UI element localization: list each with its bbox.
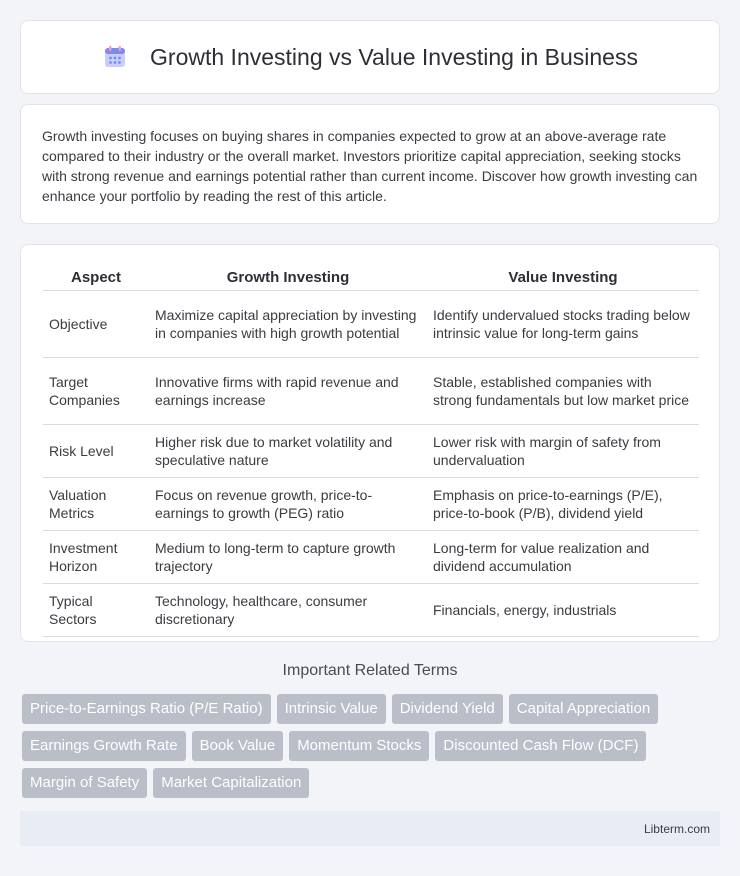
related-term-tag[interactable]: Dividend Yield [392, 694, 503, 724]
table-row [43, 478, 699, 531]
table-cell-value: Long-term for value realization and dividend accumulation [427, 531, 699, 584]
column-header-value: Value Investing [427, 265, 699, 291]
table-row [43, 358, 699, 425]
related-terms-list [22, 694, 722, 798]
calendar-grid-icon [102, 44, 128, 70]
intro-card [20, 104, 720, 224]
related-terms-heading: Important Related Terms [282, 662, 458, 679]
footer-site-link[interactable]: Libterm.com [643, 821, 710, 836]
related-term-tag[interactable]: Momentum Stocks [289, 731, 429, 761]
table-cell-value: Financials, energy, industrials [427, 584, 699, 637]
table-header-row [43, 265, 699, 291]
related-term-tag[interactable]: Book Value [192, 731, 284, 761]
table-cell-value: Lower risk with margin of safety from undervaluation [427, 425, 699, 478]
column-header-aspect: Aspect [43, 265, 149, 291]
related-term-tag[interactable]: Market Capitalization [153, 768, 309, 798]
page-title: Growth Investing vs Value Investing in Business [150, 43, 638, 70]
table-cell-growth: Higher risk due to market volatility and speculative nature [149, 425, 427, 478]
header-card [20, 20, 720, 94]
table-cell-aspect: Valuation Metrics [43, 478, 149, 531]
related-term-tag[interactable]: Price-to-Earnings Ratio (P/E Ratio) [22, 694, 271, 724]
footer [20, 811, 720, 846]
table-cell-value: Stable, established companies with strong fundamentals but low market price [427, 358, 699, 425]
table-row [43, 531, 699, 584]
related-term-tag[interactable]: Earnings Growth Rate [22, 731, 186, 761]
related-term-tag[interactable]: Intrinsic Value [277, 694, 386, 724]
table-cell-aspect: Investment Horizon [43, 531, 149, 584]
table-cell-aspect: Risk Level [43, 425, 149, 478]
table-row [43, 425, 699, 478]
table-cell-aspect: Target Companies [43, 358, 149, 425]
table-cell-growth: Medium to long-term to capture growth trajectory [149, 531, 427, 584]
comparison-table-card [20, 244, 720, 642]
table-cell-value: Emphasis on price-to-earnings (P/E), price-to-book (P/B), dividend yield [427, 478, 699, 531]
table-row [43, 291, 699, 358]
table-cell-growth: Maximize capital appreciation by investing in companies with high growth potential [149, 291, 427, 358]
intro-paragraph: Growth investing focuses on buying shares in companies expected to grow at an above-average rate compared to their industry or the overall market. Investors prioritize capital appreciation, seeking stocks with strong revenue and earnings potential rather than current income. Discover how growth investing can enhance your portfolio by reading the rest of this article. [42, 128, 698, 204]
related-term-tag[interactable]: Discounted Cash Flow (DCF) [435, 731, 646, 761]
table-cell-growth: Innovative firms with rapid revenue and earnings increase [149, 358, 427, 425]
table-cell-growth: Technology, healthcare, consumer discretionary [149, 584, 427, 637]
column-header-growth: Growth Investing [149, 265, 427, 291]
table-cell-aspect: Typical Sectors [43, 584, 149, 637]
related-term-tag[interactable]: Margin of Safety [22, 768, 147, 798]
table-cell-growth: Focus on revenue growth, price-to-earnings to growth (PEG) ratio [149, 478, 427, 531]
table-cell-aspect: Objective [43, 291, 149, 358]
table-cell-value: Identify undervalued stocks trading below intrinsic value for long-term gains [427, 291, 699, 358]
table-row [43, 584, 699, 637]
comparison-table [43, 265, 699, 637]
related-term-tag[interactable]: Capital Appreciation [509, 694, 658, 724]
